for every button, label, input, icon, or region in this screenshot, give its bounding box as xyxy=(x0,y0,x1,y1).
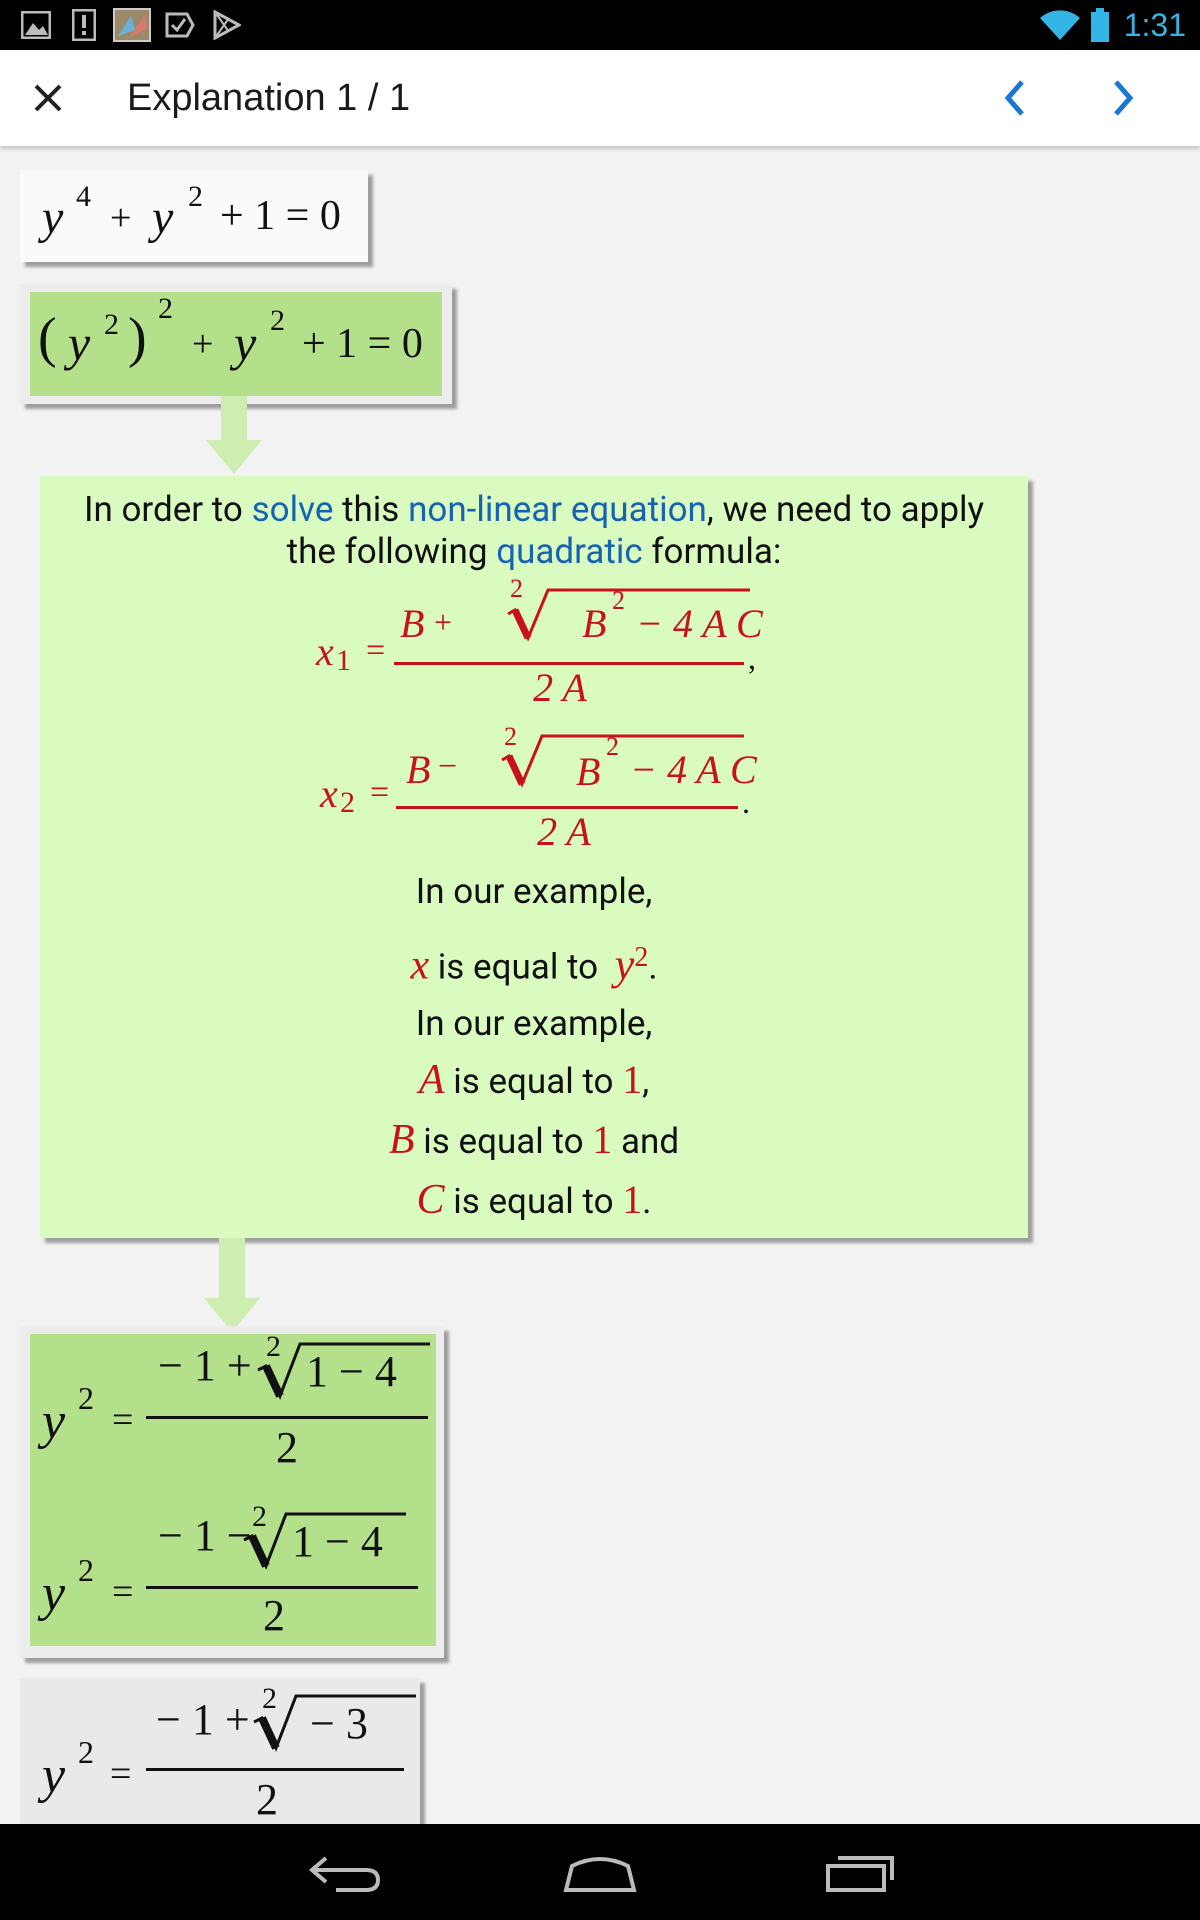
text: is equal to xyxy=(453,1181,614,1222)
exponent: 2 xyxy=(612,586,625,615)
var-b: B xyxy=(406,747,431,792)
gallery-icon xyxy=(20,8,52,42)
exponent: 2 xyxy=(634,942,649,973)
step-card-2[interactable] xyxy=(20,284,452,404)
value: 1 xyxy=(592,1117,613,1162)
equals: = xyxy=(370,774,390,811)
var-b: B xyxy=(582,601,607,646)
x-assignment xyxy=(40,930,1028,996)
var-c: C xyxy=(416,1177,445,1223)
text: this xyxy=(333,489,409,530)
exponent: 4 xyxy=(76,180,91,213)
denominator: 2 A xyxy=(537,809,591,854)
paren-left: ( xyxy=(38,307,57,369)
text: is equal to xyxy=(423,1121,584,1162)
a-assignment xyxy=(40,1052,1028,1110)
step-card-3[interactable] xyxy=(20,1326,444,1658)
exponent: 2 xyxy=(158,292,173,325)
highlight xyxy=(30,292,442,396)
exponent: 2 xyxy=(104,308,119,341)
link-non-linear-equation[interactable]: non-linear equation xyxy=(408,489,707,530)
radicand: − 4 A C xyxy=(636,601,763,646)
var-y: y xyxy=(68,315,91,371)
text: is equal to xyxy=(453,1061,614,1102)
var-y: y xyxy=(42,191,64,244)
root-index: 2 xyxy=(252,1500,267,1533)
operator: + xyxy=(192,323,214,365)
root-index: 2 xyxy=(266,1330,281,1363)
app-icon xyxy=(112,8,152,42)
c-assignment xyxy=(40,1172,1028,1230)
fraction-bar xyxy=(146,1586,418,1589)
comma: , xyxy=(748,640,756,676)
radicand: 1 − 4 xyxy=(292,1517,383,1566)
equals: = xyxy=(366,632,386,669)
operator: + xyxy=(110,197,132,239)
radicand: 1 − 4 xyxy=(306,1347,397,1396)
example-intro-2: In our example, xyxy=(415,1003,653,1044)
var-a: A xyxy=(418,1057,445,1103)
fraction-bar xyxy=(146,1768,404,1771)
var-x: x xyxy=(316,629,334,674)
link-solve[interactable]: solve xyxy=(251,489,334,530)
quadratic-formula-2 xyxy=(314,724,794,856)
wifi-icon xyxy=(1038,8,1082,42)
var-b: B xyxy=(576,749,601,794)
status-bar xyxy=(0,0,1200,50)
paren-right: ) xyxy=(128,307,147,369)
numerator: − 1 − xyxy=(158,1511,252,1560)
exponent: 2 xyxy=(78,1552,94,1588)
comma: , xyxy=(642,1061,650,1102)
period: . xyxy=(648,946,658,988)
var-y: y xyxy=(614,939,635,989)
denominator: 2 xyxy=(256,1775,278,1824)
alert-icon xyxy=(70,8,98,42)
equation-rest: + 1 = 0 xyxy=(220,193,341,239)
back-icon[interactable] xyxy=(304,1842,388,1902)
close-icon[interactable] xyxy=(24,74,72,122)
task-icon xyxy=(164,8,196,42)
period: . xyxy=(642,1181,652,1222)
step-card-1[interactable] xyxy=(20,170,368,262)
root-index: 2 xyxy=(262,1682,277,1715)
navigation-bar xyxy=(0,1824,1200,1920)
subscript: 2 xyxy=(340,786,355,819)
equation-rest: + 1 = 0 xyxy=(302,321,423,367)
text: In order to xyxy=(83,489,252,530)
period: . xyxy=(742,784,750,820)
exponent: 2 xyxy=(78,1734,94,1770)
operator: + xyxy=(434,604,453,640)
step-card-4[interactable] xyxy=(20,1678,420,1824)
exponent: 2 xyxy=(78,1380,94,1416)
value: 1 xyxy=(622,1057,643,1102)
var-y: y xyxy=(152,191,174,244)
quadratic-formula-1 xyxy=(310,574,790,712)
var-b: B xyxy=(388,1117,415,1163)
exponent: 2 xyxy=(270,304,285,337)
flow-arrow xyxy=(202,1238,262,1334)
toolbar xyxy=(0,50,1200,146)
chevron-right-icon[interactable] xyxy=(1096,72,1148,124)
exponent: 2 xyxy=(188,180,203,213)
var-x: x xyxy=(410,942,430,989)
equals: = xyxy=(112,1399,134,1441)
battery-icon xyxy=(1090,8,1110,42)
explanation-line-2 xyxy=(40,530,1028,574)
exponent: 2 xyxy=(606,732,619,761)
flow-arrow xyxy=(204,396,264,476)
text: and xyxy=(620,1121,680,1162)
clock: 1:31 xyxy=(1123,7,1186,43)
value: 1 xyxy=(622,1177,643,1222)
fraction-bar xyxy=(146,1416,428,1419)
equals: = xyxy=(110,1753,132,1795)
highlight xyxy=(30,1330,436,1646)
numerator: − 1 + xyxy=(156,1695,250,1744)
denominator: 2 xyxy=(276,1423,298,1472)
radicand: − 4 A C xyxy=(630,747,757,792)
recents-icon[interactable] xyxy=(818,1842,902,1902)
var-y: y xyxy=(234,315,257,371)
subscript: 1 xyxy=(336,644,351,677)
text: the following xyxy=(286,531,497,572)
text: , we need to apply xyxy=(706,489,985,530)
link-quadratic[interactable]: quadratic xyxy=(496,531,643,572)
var-y: y xyxy=(42,1747,66,1804)
b-assignment xyxy=(40,1112,1028,1170)
var-x: x xyxy=(320,771,338,816)
home-icon[interactable] xyxy=(558,1842,642,1902)
chevron-left-icon[interactable] xyxy=(990,72,1042,124)
denominator: 2 xyxy=(263,1591,285,1640)
example-intro-1: In our example, xyxy=(415,871,653,912)
var-b: B xyxy=(400,601,425,646)
denominator: 2 A xyxy=(533,665,587,710)
operator: − xyxy=(438,748,458,785)
text: formula: xyxy=(642,531,782,572)
explanation-box xyxy=(40,476,1028,1238)
var-y: y xyxy=(42,1565,66,1622)
equals: = xyxy=(112,1571,134,1613)
play-store-icon xyxy=(210,8,242,42)
numerator: − 1 + xyxy=(158,1341,252,1390)
root-index: 2 xyxy=(510,574,523,603)
var-y: y xyxy=(42,1393,66,1450)
page-title: Explanation 1 / 1 xyxy=(127,77,411,119)
explanation-line-1 xyxy=(40,488,1028,532)
text: is equal to xyxy=(437,946,599,988)
root-index: 2 xyxy=(504,722,517,751)
radicand: − 3 xyxy=(310,1699,368,1748)
